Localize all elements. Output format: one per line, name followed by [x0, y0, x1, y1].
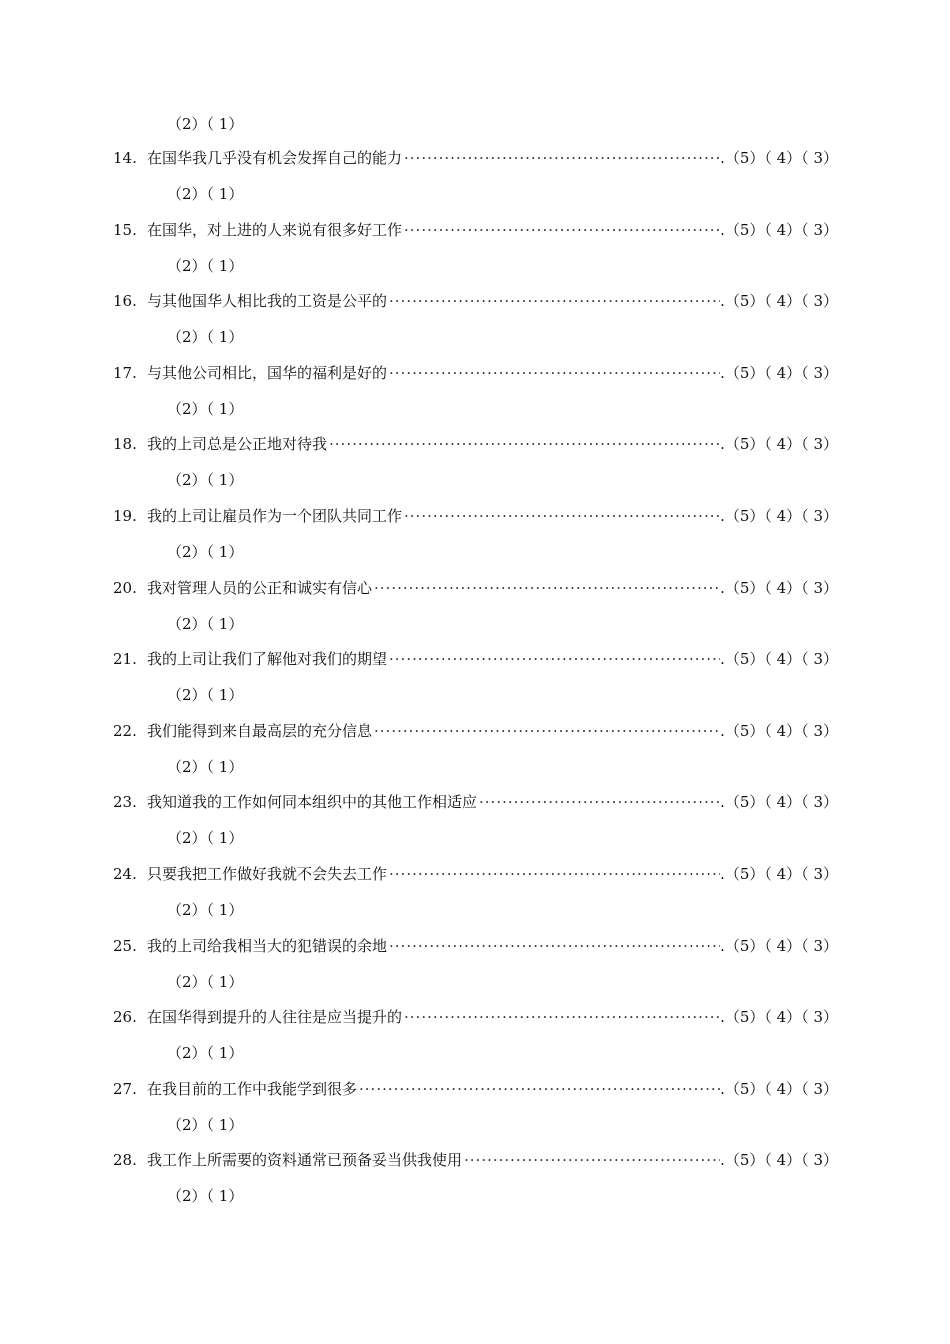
question-text: 与其他公司相比，国华的福利是好的 [147, 363, 388, 382]
survey-question [0, 433, 950, 505]
dot-leader [389, 362, 720, 384]
rating-scale-low[interactable]: （2）（ 1） [167, 328, 244, 347]
rating-scale-low[interactable]: （2）（ 1） [167, 614, 244, 633]
rating-scale-low[interactable]: （2）（ 1） [167, 399, 244, 418]
question-line [113, 219, 838, 241]
question-line [113, 290, 838, 312]
survey-question [0, 863, 950, 935]
dot-leader [389, 863, 720, 885]
question-number: 22. [113, 721, 137, 740]
rating-scale-high[interactable]: .（5）（ 4）（ 3） [720, 721, 838, 740]
rating-scale-high[interactable]: .（5）（ 4）（ 3） [720, 292, 838, 311]
survey-question [0, 219, 950, 291]
question-line [113, 505, 838, 527]
question-text: 我工作上所需要的资料通常已预备妥当供我使用 [147, 1151, 463, 1170]
dot-leader [479, 791, 720, 813]
dot-leader [404, 147, 720, 169]
dot-leader [389, 648, 720, 670]
dot-leader [374, 720, 720, 742]
question-line [113, 720, 838, 742]
question-number: 20. [113, 578, 137, 597]
dot-leader [404, 219, 720, 241]
survey-question [0, 1149, 950, 1221]
survey-question [0, 791, 950, 863]
question-number: 27. [113, 1079, 137, 1098]
question-number: 28. [113, 1151, 137, 1170]
continued-options: （2）（ 1） [167, 115, 244, 133]
dot-leader [464, 1149, 720, 1171]
question-text: 我的上司让雇员作为一个团队共同工作 [147, 507, 403, 525]
rating-scale-high[interactable]: .（5）（ 4）（ 3） [720, 936, 838, 955]
question-number: 16. [113, 292, 137, 311]
dot-leader [404, 1006, 720, 1028]
survey-question [0, 147, 950, 219]
question-text: 在国华我几乎没有机会发挥自己的能力 [147, 149, 403, 167]
question-text: 在国华得到提升的人往往是应当提升的 [147, 1008, 403, 1027]
question-line [113, 433, 838, 455]
rating-scale-low[interactable]: （2）（ 1） [167, 757, 244, 776]
survey-question [0, 1078, 950, 1150]
survey-question [0, 648, 950, 720]
rating-scale-high[interactable]: .（5）（ 4）（ 3） [720, 149, 838, 167]
question-number: 26. [113, 1008, 137, 1027]
dot-leader [359, 1078, 720, 1100]
rating-scale-low[interactable]: （2）（ 1） [167, 1187, 244, 1206]
question-text: 只要我把工作做好我就不会失去工作 [147, 865, 388, 883]
dot-leader [389, 935, 720, 957]
question-line [113, 935, 838, 957]
question-line [113, 648, 838, 670]
question-text: 我知道我的工作如何同本组织中的其他工作相适应 [147, 793, 478, 812]
dot-leader [404, 505, 720, 527]
question-number: 14. [113, 149, 137, 167]
question-number: 21. [113, 650, 137, 669]
survey-question [0, 577, 950, 649]
question-line [113, 577, 838, 599]
question-line [113, 791, 838, 813]
survey-question [0, 362, 950, 434]
question-text: 在国华，对上进的人来说有很多好工作 [147, 220, 403, 239]
rating-scale-low[interactable]: （2）（ 1） [167, 543, 244, 561]
question-text: 我对管理人员的公正和诚实有信心 [147, 578, 373, 597]
question-text: 在我目前的工作中我能学到很多 [147, 1079, 358, 1098]
survey-question [0, 1006, 950, 1078]
question-number: 15. [113, 220, 137, 239]
dot-leader [374, 577, 720, 599]
question-number: 24. [113, 865, 137, 883]
rating-scale-low[interactable]: （2）（ 1） [167, 901, 244, 919]
survey-question [0, 290, 950, 362]
question-line [113, 147, 838, 169]
question-line [113, 1006, 838, 1028]
rating-scale-high[interactable]: .（5）（ 4）（ 3） [720, 793, 838, 812]
survey-question [0, 720, 950, 792]
question-number: 17. [113, 363, 137, 382]
rating-scale-high[interactable]: .（5）（ 4）（ 3） [720, 220, 838, 239]
rating-scale-low[interactable]: （2）（ 1） [167, 471, 244, 490]
question-text: 我们能得到来自最高层的充分信息 [147, 721, 373, 740]
rating-scale-low[interactable]: （2）（ 1） [167, 1044, 244, 1063]
rating-scale-high[interactable]: .（5）（ 4）（ 3） [720, 435, 838, 454]
dot-leader [329, 433, 720, 455]
question-line [113, 1149, 838, 1171]
rating-scale-high[interactable]: .（5）（ 4）（ 3） [720, 1151, 838, 1170]
rating-scale-high[interactable]: .（5）（ 4）（ 3） [720, 650, 838, 669]
rating-scale-high[interactable]: .（5）（ 4）（ 3） [720, 507, 838, 525]
rating-scale-low[interactable]: （2）（ 1） [167, 185, 244, 203]
survey-question [0, 935, 950, 1007]
question-number: 19. [113, 507, 137, 525]
question-line [113, 1078, 838, 1100]
question-text: 我的上司总是公正地对待我 [147, 435, 328, 454]
rating-scale-high[interactable]: .（5）（ 4）（ 3） [720, 1079, 838, 1098]
question-line [113, 362, 838, 384]
survey-question [0, 505, 950, 577]
question-number: 18. [113, 435, 137, 454]
question-text: 我的上司让我们了解他对我们的期望 [147, 650, 388, 669]
rating-scale-low[interactable]: （2）（ 1） [167, 1115, 244, 1134]
question-line [113, 863, 838, 885]
rating-scale-high[interactable]: .（5）（ 4）（ 3） [720, 1008, 838, 1027]
rating-scale-low[interactable]: （2）（ 1） [167, 256, 244, 275]
dot-leader [389, 290, 720, 312]
rating-scale-high[interactable]: .（5）（ 4）（ 3） [720, 578, 838, 597]
question-text: 我的上司给我相当大的犯错误的余地 [147, 936, 388, 955]
question-number: 25. [113, 936, 137, 955]
rating-scale-low[interactable]: （2）（ 1） [167, 829, 244, 848]
question-text: 与其他国华人相比我的工资是公平的 [147, 292, 388, 311]
question-number: 23. [113, 793, 137, 812]
rating-scale-high[interactable]: .（5）（ 4）（ 3） [720, 865, 838, 883]
rating-scale-high[interactable]: .（5）（ 4）（ 3） [720, 363, 838, 382]
rating-scale-low[interactable]: （2）（ 1） [167, 686, 244, 705]
rating-scale-low[interactable]: （2）（ 1） [167, 972, 244, 991]
